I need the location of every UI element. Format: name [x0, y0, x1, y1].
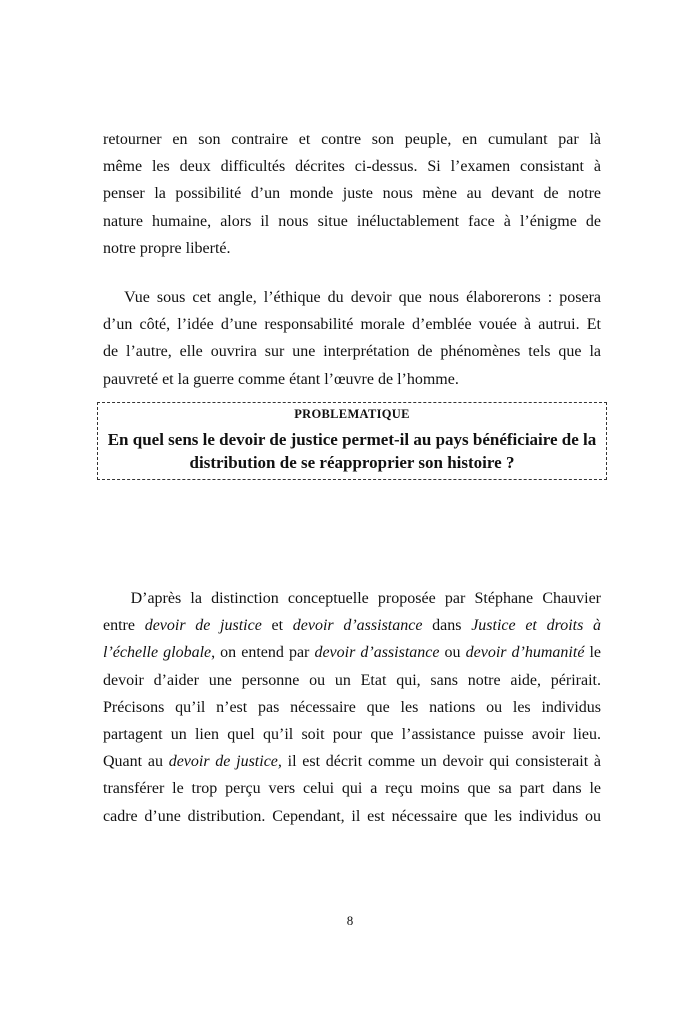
- italic-text: devoir d’assistance: [314, 644, 440, 662]
- text-run: de l’autre, elle ouvrira sur une interprétation de phénomènes tels que la: [103, 343, 601, 361]
- question-line-2: distribution de se réapproprier son histoire ?: [189, 453, 515, 472]
- text-line: [103, 639, 601, 666]
- text-line: [103, 180, 601, 207]
- italic-text: Justice et droits à: [471, 617, 602, 635]
- text-run: Quant au: [103, 753, 169, 771]
- box-title: PROBLEMATIQUE: [294, 407, 410, 421]
- italic-text: devoir de justice: [144, 617, 262, 635]
- problematique-box: [97, 402, 607, 480]
- text-line: [103, 126, 601, 153]
- text-line: [103, 803, 601, 830]
- text-run: , on entend par: [211, 644, 315, 662]
- problematique-question: [98, 428, 606, 474]
- paragraph-2: [103, 284, 601, 393]
- text-line: [103, 284, 601, 311]
- italic-text: devoir de justice,: [168, 753, 282, 771]
- text-line: [103, 585, 601, 612]
- text-line: [103, 311, 601, 338]
- italic-text: devoir d’humanité: [465, 644, 585, 662]
- text-line: [103, 208, 601, 235]
- text-line: [103, 338, 601, 365]
- text-run: Précisons qu’il n’est pas nécessaire que les nations ou les individus: [103, 698, 601, 716]
- text-line: [103, 612, 601, 639]
- text-run: d’un côté, l’idée d’une responsabilité morale d’emblée vouée à autrui. Et: [103, 316, 601, 334]
- text-run: D’après la distinction conceptuelle proposée par Stéphane Chauvier: [103, 590, 601, 607]
- text-run: retourner en son contraire et contre son peuple, en cumulant par là: [103, 131, 601, 148]
- paragraph-1: [103, 126, 601, 262]
- text-run: nature humaine, alors il nous situe inéluctablement face à l’énigme de: [103, 212, 601, 230]
- text-run: le: [584, 644, 602, 662]
- text-run: il est décrit comme un devoir qui consisterait à: [281, 753, 602, 771]
- text-line: [103, 366, 601, 393]
- question-line-1: En quel sens le devoir de justice permet-il au pays bénéficiaire de la: [107, 430, 597, 449]
- text-run: penser la possibilité d’un monde juste nous mène au devant de notre: [103, 185, 601, 203]
- text-run: et: [261, 617, 293, 635]
- text-line: [103, 748, 601, 775]
- italic-text: l’échelle globale: [103, 644, 212, 662]
- text-run: ou: [439, 644, 466, 662]
- text-line: [103, 694, 601, 721]
- text-run: pauvreté et la guerre comme étant l’œuvre de l’homme.: [103, 370, 459, 388]
- text-run: dans: [422, 617, 472, 635]
- text-line: [103, 235, 601, 262]
- paragraph-3: [103, 585, 601, 830]
- text-run: transférer le trop perçu vers celui qui a reçu moins que sa part dans le: [103, 780, 601, 798]
- text-run: même les deux difficultés décrites ci-dessus. Si l’examen consistant à: [103, 158, 601, 176]
- text-run: cadre d’une distribution. Cependant, il est nécessaire que les individus ou: [103, 807, 601, 825]
- text-run: entre: [103, 617, 145, 635]
- text-line: [103, 721, 601, 748]
- page-number: 8: [346, 913, 354, 928]
- italic-text: devoir d’assistance: [292, 617, 423, 635]
- text-line: [103, 153, 601, 180]
- text-run: notre propre liberté.: [103, 239, 231, 257]
- text-line: [103, 775, 601, 802]
- text-run: devoir d’aider une personne ou un Etat qui, sans notre aide, périrait.: [103, 671, 601, 689]
- text-run: Vue sous cet angle, l’éthique du devoir que nous élaborerons : posera: [103, 289, 601, 306]
- text-line: [103, 667, 601, 694]
- text-run: partagent un lien quel qu’il soit pour que l’assistance puisse avoir lieu.: [103, 726, 601, 744]
